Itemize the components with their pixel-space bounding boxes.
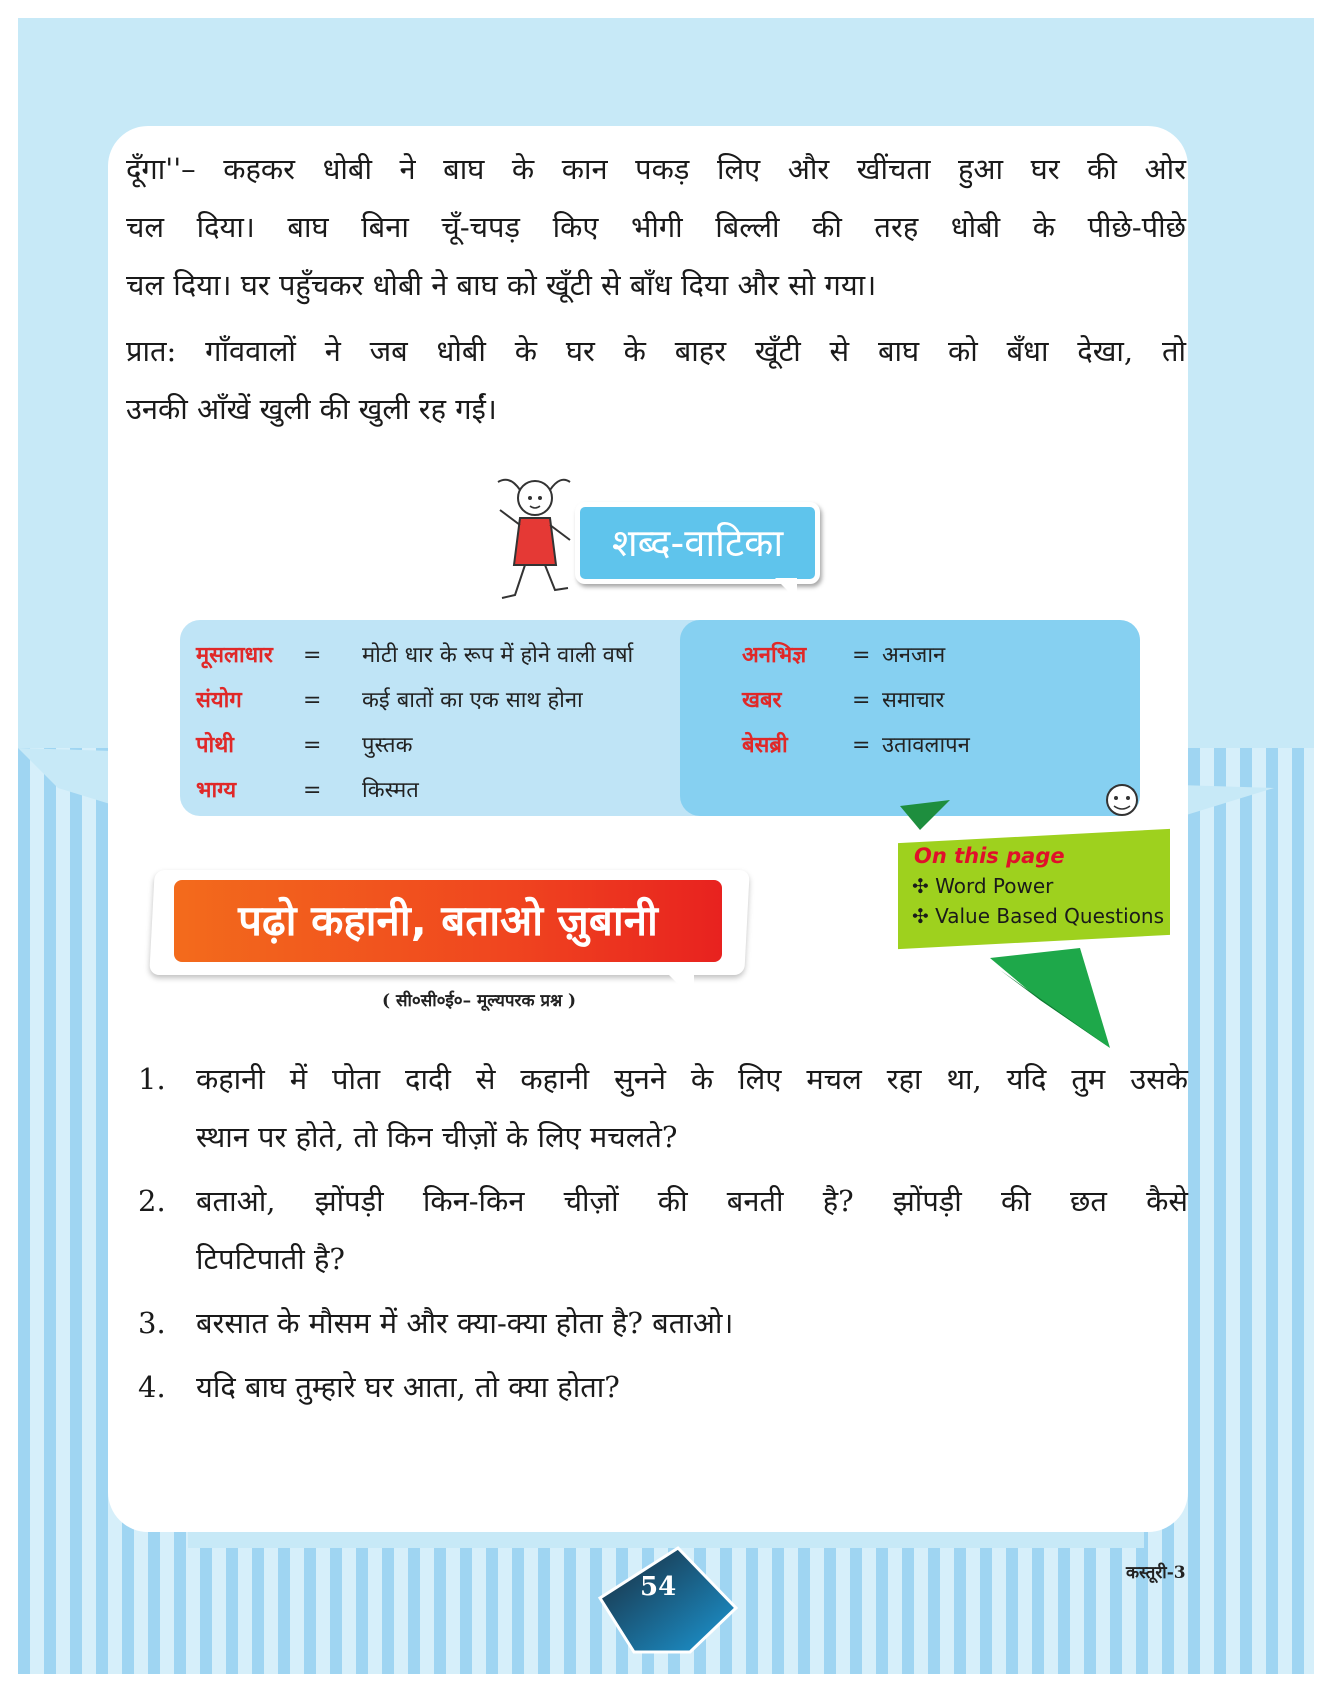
question-number: 2.: [138, 1184, 166, 1218]
vocab-entry: [196, 636, 696, 676]
vocab-word: संयोग: [196, 688, 242, 713]
speech-tail: [664, 970, 694, 1000]
speech-tail: [775, 578, 797, 600]
section-heading: पढ़ो कहानी, बताओ ज़ुबानी: [174, 880, 722, 962]
vocab-meaning: किस्मत: [362, 778, 419, 803]
vocab-word: खबर: [742, 688, 782, 713]
vocab-entry: [196, 771, 696, 811]
vocab-equals: =: [303, 688, 322, 713]
vocab-equals: =: [852, 643, 871, 668]
story-line: दूँगा''– कहकर धोबी ने बाघ के कान पकड़ लिए और खींचता हुआ घर की ओर: [126, 152, 1186, 186]
question-line: टिपटिपाती है?: [196, 1242, 345, 1276]
vocab-entry: [742, 681, 1122, 721]
running-girl-illustration: [490, 470, 580, 610]
story-line: चल दिया। घर पहुँचकर धोबी ने बाघ को खूँटी से बाँध दिया और सो गया।: [126, 268, 877, 302]
vocab-word: भाग्य: [196, 778, 237, 803]
story-paragraph-1: [126, 140, 1186, 314]
question-line: स्थान पर होते, तो किन चीज़ों के लिए मचलते?: [196, 1120, 678, 1154]
page-number: 54: [640, 1572, 677, 1602]
vocab-meaning: पुस्तक: [362, 733, 413, 758]
vocab-equals: =: [852, 733, 871, 758]
question-line: यदि बाघ तुम्हारे घर आता, तो क्या होता?: [196, 1370, 620, 1404]
vocab-word: मूसलाधार: [196, 643, 273, 668]
vocab-equals: =: [852, 688, 871, 713]
word-garden-badge: [490, 470, 850, 610]
story-line: प्रात: गाँववालों ने जब धोबी के घर के बाहर खूँटी से बाघ को बँधा देखा, तो: [126, 334, 1186, 368]
vocab-entry: [742, 636, 1122, 676]
vocab-meaning: मोटी धार के रूप में होने वाली वर्षा: [362, 643, 634, 668]
on-this-page-title: On this page: [914, 844, 1065, 868]
vocab-meaning: उतावलापन: [882, 733, 970, 758]
question-line: कहानी में पोता दादी से कहानी सुनने के लिए मचल रहा था, यदि तुम उसके: [196, 1062, 1188, 1096]
on-this-page-item: ✣ Value Based Questions: [912, 904, 1165, 928]
vocab-word: बेसब्री: [742, 733, 788, 758]
question-item: [138, 1294, 1188, 1352]
word-garden-title: शब्द-वाटिका: [575, 502, 820, 584]
vocab-word: पोथी: [196, 733, 234, 758]
vocab-equals: =: [303, 733, 322, 758]
question-item: [138, 1358, 1188, 1416]
question-line: बताओ, झोंपड़ी किन-किन चीज़ों की बनती है? झोंपड़ी की छत कैसे: [196, 1184, 1188, 1218]
story-line: चल दिया। बाघ बिना चूँ-चपड़ किए भीगी बिल्ली की तरह धोबी के पीछे-पीछे: [126, 210, 1186, 244]
vocab-entry: [742, 726, 1122, 766]
story-line: उनकी आँखें खुली की खुली रह गईं।: [126, 392, 497, 426]
vocab-entry: [196, 681, 696, 721]
question-item: [138, 1050, 1188, 1166]
vocab-equals: =: [303, 643, 322, 668]
on-this-page-item: ✣ Word Power: [912, 874, 1054, 898]
vocab-meaning: समाचार: [882, 688, 945, 713]
section-subheading: ( सी०सी०ई०– मूल्यपरक प्रश्न ): [382, 991, 577, 1011]
story-paragraph-2: [126, 322, 1186, 438]
vocab-meaning: कई बातों का एक साथ होना: [362, 688, 583, 713]
vocab-meaning: अनजान: [882, 643, 946, 668]
book-name: कस्तूरी-3: [1126, 1563, 1186, 1583]
question-number: 4.: [138, 1370, 166, 1404]
on-this-page-ribbon: [880, 770, 1200, 1050]
vocab-word: अनभिज्ञ: [742, 643, 807, 668]
vocab-equals: =: [303, 778, 322, 803]
question-number: 3.: [138, 1306, 166, 1340]
question-item: [138, 1172, 1188, 1288]
question-line: बरसात के मौसम में और क्या-क्या होता है? बताओ।: [196, 1306, 734, 1340]
vocab-entry: [196, 726, 696, 766]
question-number: 1.: [138, 1062, 166, 1096]
